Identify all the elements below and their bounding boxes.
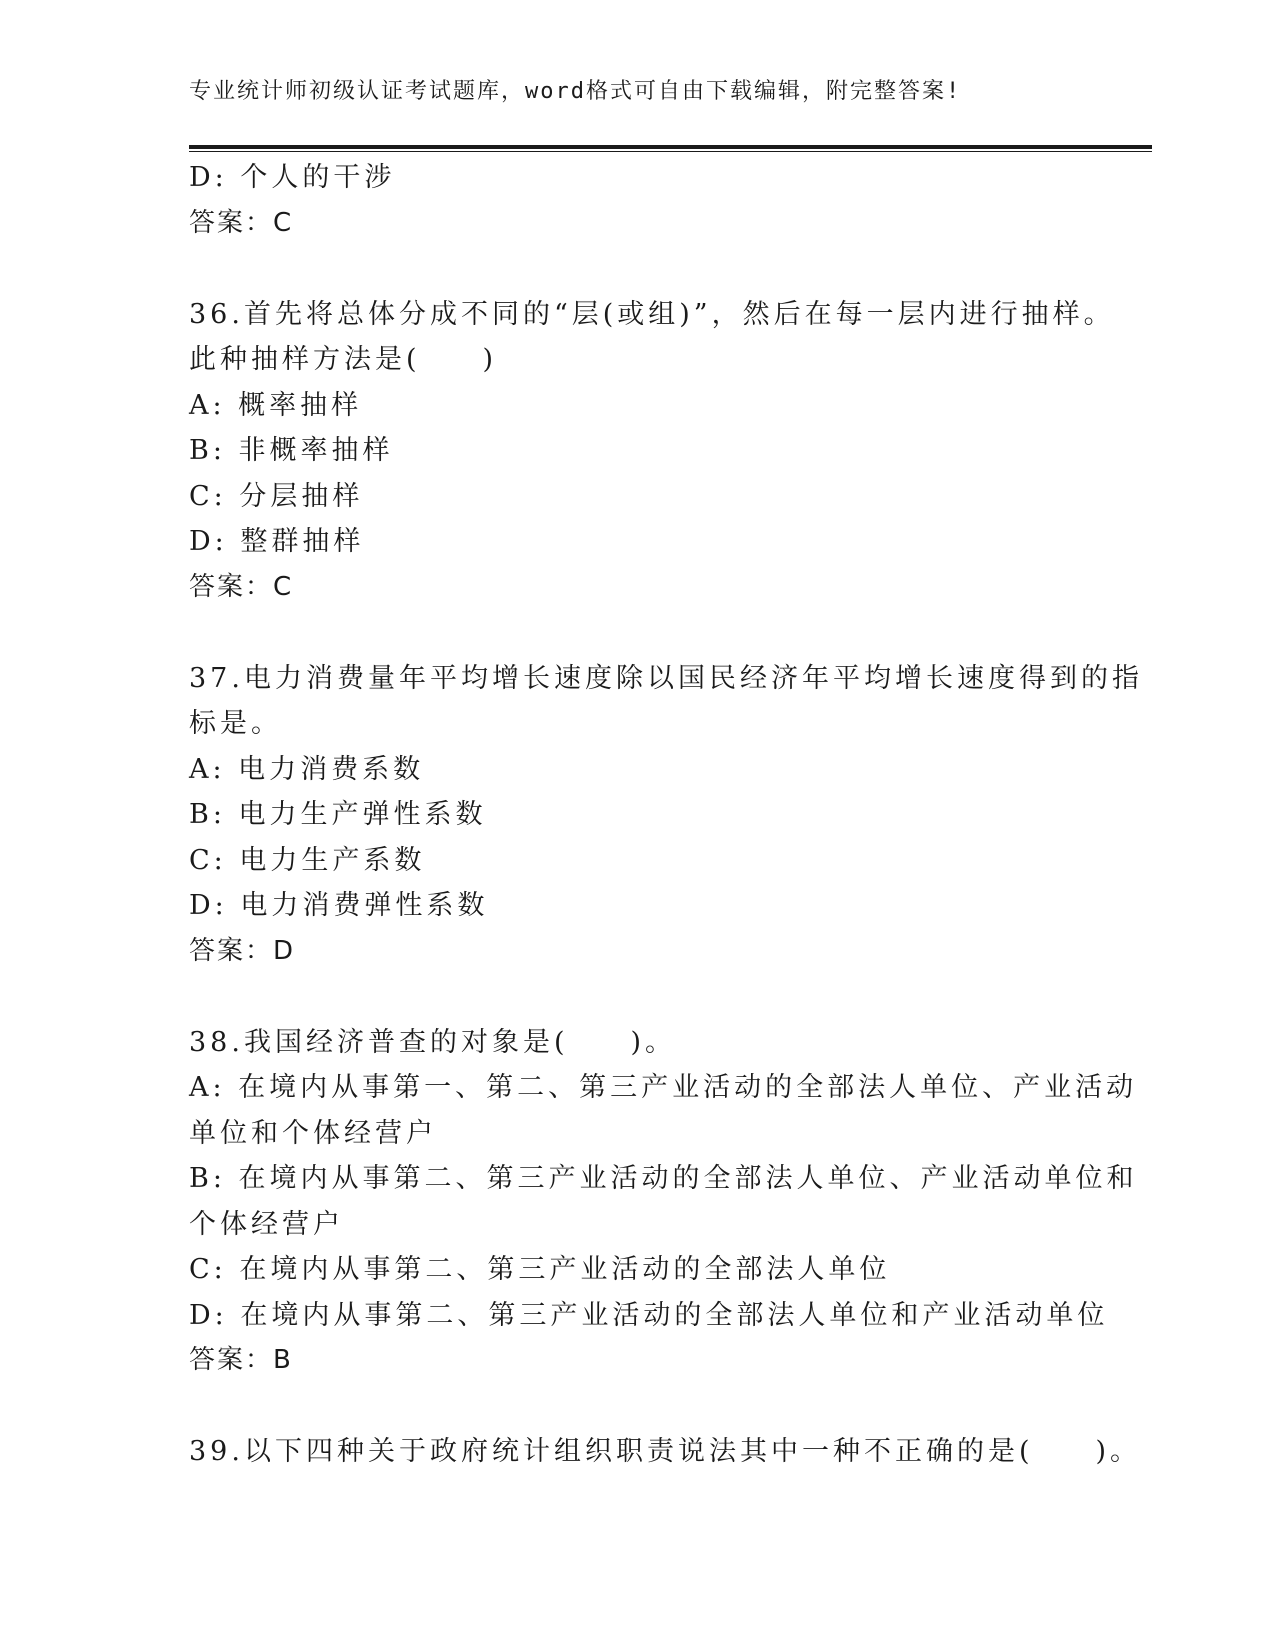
option-text: D: 个人的干涉: [189, 162, 396, 193]
answer-text: 答案：C: [189, 571, 294, 602]
question-stem: 标是。: [189, 708, 282, 739]
option-text: 个体经营户: [189, 1208, 344, 1240]
answer-text: 答案：B: [189, 1345, 293, 1375]
answer-text: 答案：C: [189, 207, 294, 238]
option-text: C: 分层抽样: [189, 480, 364, 512]
option-text: C: 电力生产系数: [189, 844, 426, 876]
option-text: A: 电力消费系数: [189, 753, 425, 785]
question-stem: 37.电力消费量年平均增长速度除以国民经济年平均增长速度得到的指: [189, 662, 1143, 694]
page-header: 专业统计师初级认证考试题库，word格式可自由下载编辑，附完整答案!: [189, 79, 962, 104]
question-36: [189, 292, 1115, 611]
header-rule-thick: [189, 145, 1152, 149]
option-text: A: 在境内从事第一、第二、第三产业活动的全部法人单位、产业活动: [189, 1072, 1138, 1103]
option-text: A: 概率抽样: [189, 389, 363, 421]
question-stem: 36.首先将总体分成不同的“层(或组)”，然后在每一层内进行抽样。: [189, 298, 1115, 330]
option-text: B: 在境内从事第二、第三产业活动的全部法人单位、产业活动单位和: [189, 1163, 1138, 1194]
question-stem: 38.我国经济普查的对象是( )。: [189, 1026, 677, 1058]
option-text: D: 整群抽样: [189, 526, 365, 557]
option-text: C: 在境内从事第二、第三产业活动的全部法人单位: [189, 1254, 891, 1285]
option-text: B: 电力生产弹性系数: [189, 799, 487, 830]
option-text: D: 在境内从事第二、第三产业活动的全部法人单位和产业活动单位: [189, 1299, 1109, 1331]
question-stem: 39.以下四种关于政府统计组织职责说法其中一种不正确的是( )。: [189, 1436, 1142, 1467]
header-rule-thin: [189, 151, 1152, 152]
option-text: D: 电力消费弹性系数: [189, 890, 489, 921]
answer-text: 答案：D: [189, 935, 296, 966]
option-text: 单位和个体经营户: [189, 1117, 437, 1149]
option-text: B: 非概率抽样: [189, 435, 394, 466]
question-39: [189, 1429, 1142, 1475]
question-38: [189, 1020, 1138, 1384]
document-body: [189, 155, 1143, 1475]
question-37: [189, 656, 1143, 975]
question-stem: 此种抽样方法是( ): [189, 344, 498, 375]
